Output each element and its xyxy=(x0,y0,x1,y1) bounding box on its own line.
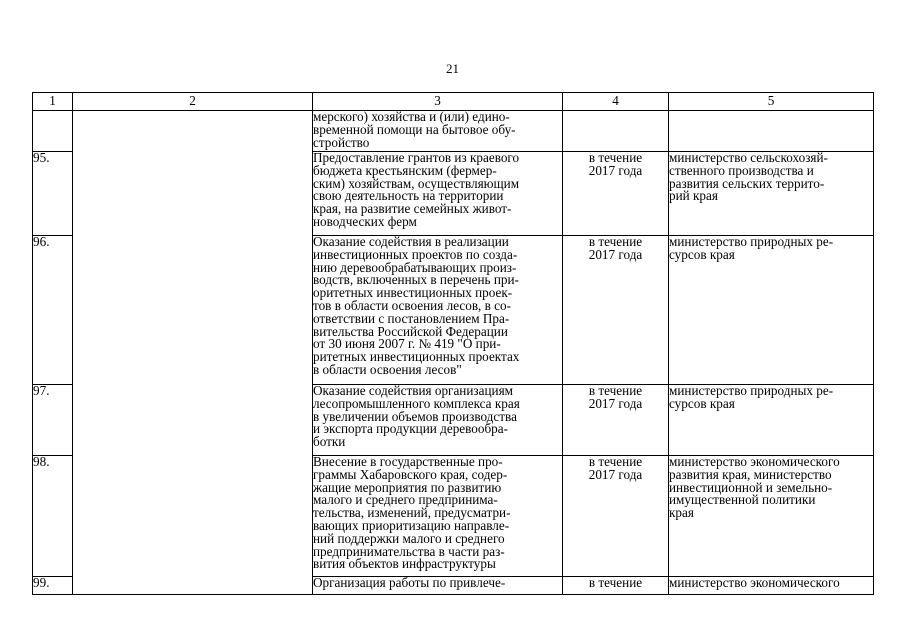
text-line: 2017 года xyxy=(588,162,643,178)
text-line: Организация работы по привлече- xyxy=(313,575,506,590)
cell-description xyxy=(313,456,563,577)
cell-executor xyxy=(669,236,874,385)
cell-num: 95. xyxy=(33,152,73,236)
cell-num xyxy=(33,111,73,152)
text-line: 2017 года xyxy=(588,395,643,411)
header-col-1: 1 xyxy=(33,93,73,111)
text-line: 2017 года xyxy=(588,246,643,262)
text-line: Оказание содействия организациям xyxy=(313,383,514,398)
text-line: министерство экономического xyxy=(669,454,840,469)
cell-term xyxy=(563,152,669,236)
text-line: в течение xyxy=(588,150,643,165)
text-line: оритетных инвестиционных проек- xyxy=(313,285,513,301)
text-line: ботки xyxy=(313,434,346,450)
text-line: вития объектов инфраструктуры xyxy=(313,556,496,572)
cell-term xyxy=(563,236,669,385)
text-line: развития края, министерство xyxy=(669,466,832,482)
cell-executor xyxy=(669,111,874,152)
text-line: вительства Российской Федерации xyxy=(313,323,508,339)
text-line: имущественной политики xyxy=(669,492,816,508)
text-line: стройство xyxy=(313,134,370,150)
text-line: мерского) хозяйства и (или) едино- xyxy=(313,109,510,124)
text-line: в течение xyxy=(588,454,643,469)
cell-executor xyxy=(669,385,874,456)
page-number: 21 xyxy=(446,61,459,76)
cell-term xyxy=(563,385,669,456)
text-line: Предоставление грантов из краевого xyxy=(313,150,520,165)
text-line: министерство природных ре- xyxy=(669,234,834,249)
text-line: лесопромышленного комплекса края xyxy=(313,395,520,411)
text-line: тельства, изменений, предусматри- xyxy=(313,505,511,521)
cell-description xyxy=(313,152,563,236)
cell-num: 99. xyxy=(33,577,73,595)
text-line: новодческих ферм xyxy=(313,213,417,229)
text-line: Внесение в государственные про- xyxy=(313,454,503,469)
cell-executor xyxy=(669,456,874,577)
text-line: края, на развитие семейных живот- xyxy=(313,201,512,217)
cell-num: 97. xyxy=(33,385,73,456)
text-line: края xyxy=(669,505,694,521)
text-line: от 30 июня 2007 г. № 419 "О при- xyxy=(313,336,501,352)
text-line: инвестиционных проектов по созда- xyxy=(313,246,518,262)
cell-term xyxy=(563,111,669,152)
text-line: временной помощи на бытовое обу- xyxy=(313,121,516,137)
text-line: министерство природных ре- xyxy=(669,383,834,398)
text-line: сурсов края xyxy=(669,395,735,411)
text-line: 2017 года xyxy=(588,466,643,482)
text-line: ний поддержки малого и среднего xyxy=(313,530,505,546)
text-line: в течение xyxy=(588,383,643,398)
text-line: граммы Хабаровского края, содер- xyxy=(313,466,508,482)
text-line: в области освоения лесов" xyxy=(313,361,462,377)
header-col-3: 3 xyxy=(313,93,563,111)
cell-num: 96. xyxy=(33,236,73,385)
text-line: нию деревообрабатывающих произ- xyxy=(313,259,517,275)
cell-executor xyxy=(669,577,874,595)
text-line: и экспорта продукции деревообра- xyxy=(313,421,509,437)
cell-description xyxy=(313,111,563,152)
text-line: свою деятельность на территории xyxy=(313,188,504,204)
text-line: инвестиционной и земельно- xyxy=(669,479,833,495)
text-line: водств, включенных в перечень при- xyxy=(313,272,519,288)
text-line: тов в области освоения лесов, в со- xyxy=(313,297,511,313)
text-line: бюджета крестьянским (фермер- xyxy=(313,162,497,178)
text-line: сурсов края xyxy=(669,246,735,262)
text-line: ритетных инвестиционных проектах xyxy=(313,349,520,365)
text-line: министерство экономического xyxy=(669,575,840,590)
text-line: жащие мероприятия по развитию xyxy=(313,479,502,495)
text-line: предпринимательства в части раз- xyxy=(313,543,505,559)
cell-term xyxy=(563,577,669,595)
table-row-continuation xyxy=(33,111,874,152)
text-line: министерство сельскохозяй- xyxy=(669,150,828,165)
text-line: малого и среднего предпринима- xyxy=(313,492,498,508)
text-line: ским) хозяйствам, осуществляющим xyxy=(313,175,520,191)
text-line: ственного производства и xyxy=(669,162,814,178)
cell-col2-merged xyxy=(73,111,313,595)
text-line: в течение xyxy=(588,234,643,249)
text-line: ответствии с постановлением Пра- xyxy=(313,310,510,326)
cell-term xyxy=(563,456,669,577)
text-line: в увеличении объемов производства xyxy=(313,408,517,424)
text-line: развития сельских террито- xyxy=(669,175,825,191)
text-line: рий края xyxy=(669,188,718,204)
text-line: в течение xyxy=(588,575,643,590)
text-line: вающих приоритизацию направле- xyxy=(313,517,510,533)
text-line: Оказание содействия в реализации xyxy=(313,234,509,249)
cell-description xyxy=(313,385,563,456)
plan-table xyxy=(32,92,874,595)
cell-executor xyxy=(669,152,874,236)
header-col-4: 4 xyxy=(563,93,669,111)
cell-description xyxy=(313,577,563,595)
cell-description xyxy=(313,236,563,385)
header-col-2: 2 xyxy=(73,93,313,111)
cell-num: 98. xyxy=(33,456,73,577)
table-header-row xyxy=(33,93,874,111)
header-col-5: 5 xyxy=(669,93,874,111)
